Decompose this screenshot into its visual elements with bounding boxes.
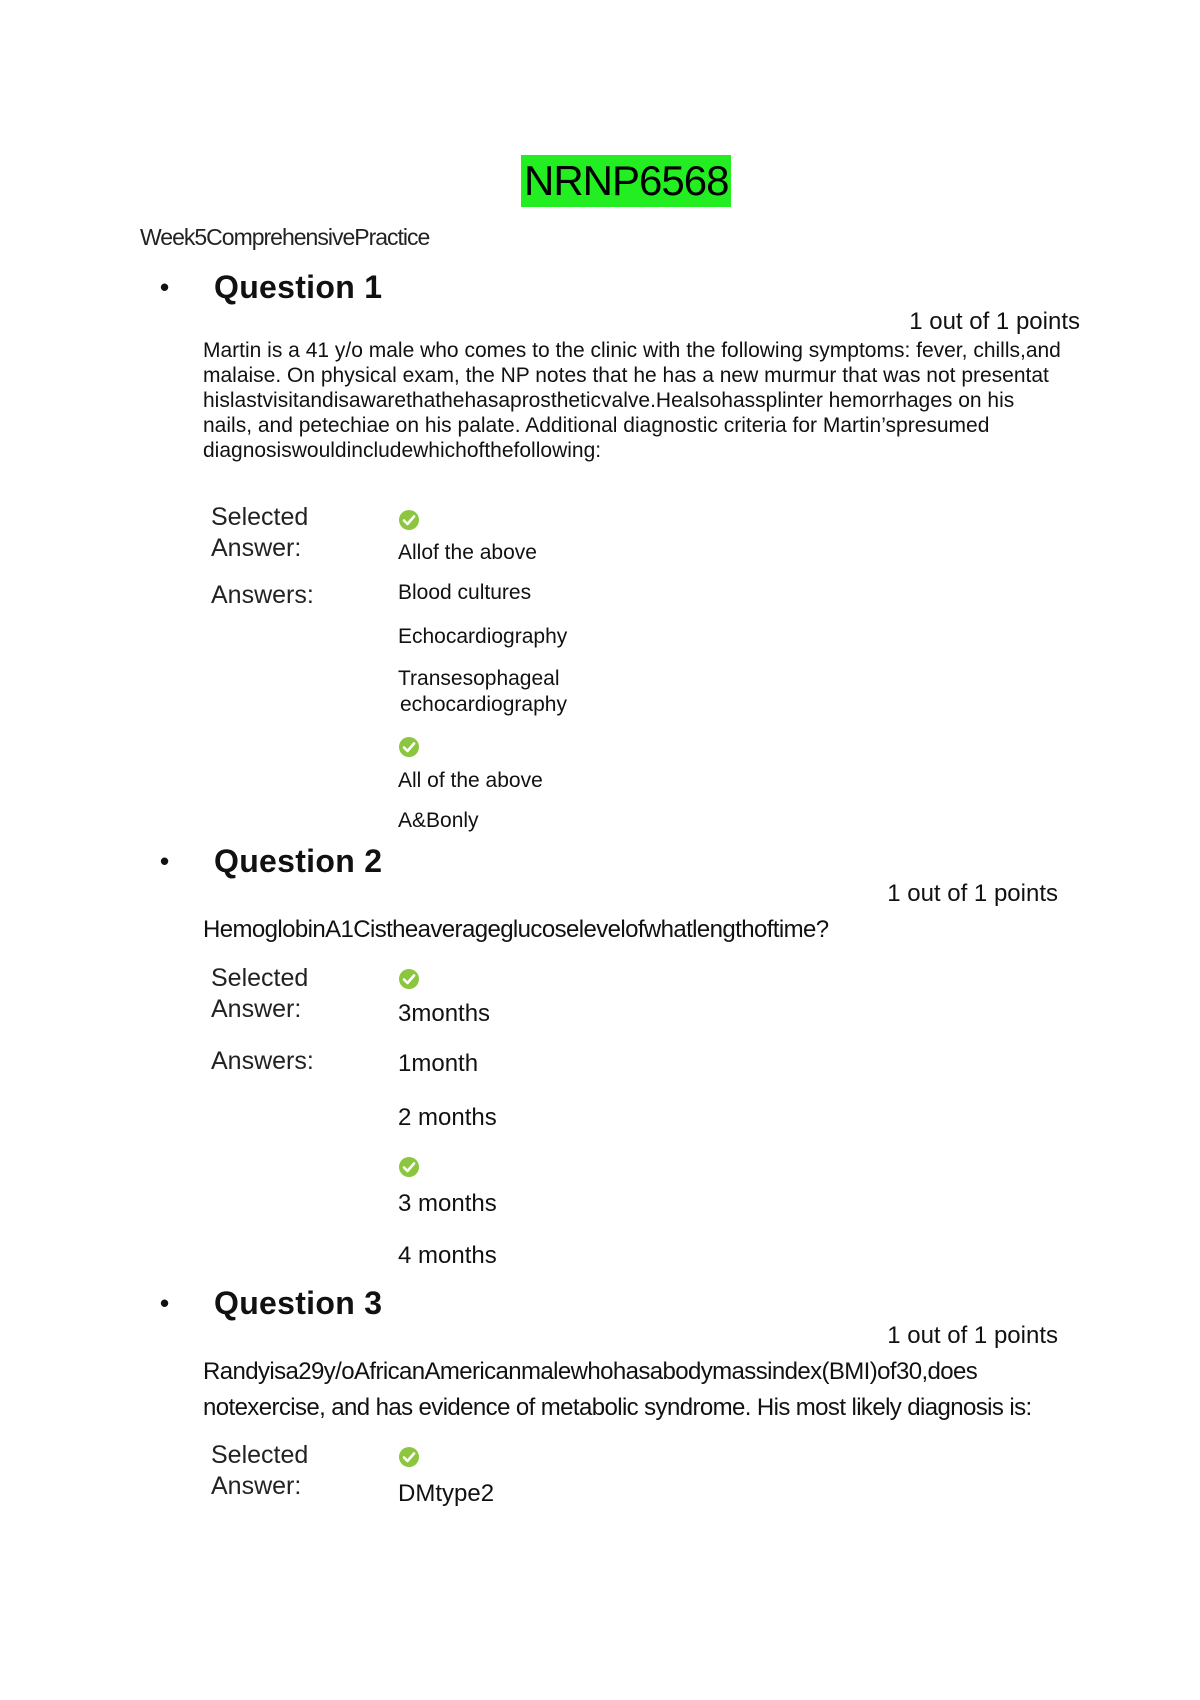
answer-option: 2 months: [398, 1104, 497, 1131]
selected-answer-value: DMtype2: [398, 1480, 495, 1507]
course-code-title: NRNP6568: [521, 155, 731, 207]
question-3-title: Question 3: [214, 1285, 383, 1321]
question-text-line: hislastvisitandisawarethathehasaprostheticvalve.Healsohassplinter hemorrhages on his: [203, 389, 1015, 412]
question-2-points: 1 out of 1 points: [887, 880, 1058, 907]
correct-check-icon: [398, 736, 420, 758]
answer-option: Blood cultures: [398, 581, 532, 604]
question-1-text: [203, 338, 1083, 463]
answer-option: Transesophageal: [398, 667, 560, 690]
label-line: Answer:: [211, 1472, 302, 1500]
answers-label: Answers:: [211, 1047, 314, 1075]
label-line: Selected: [211, 1441, 309, 1469]
answers-label: Answers:: [211, 581, 314, 609]
question-text-line: malaise. On physical exam, the NP notes that he has a new murmur that was not presentat: [203, 364, 1049, 387]
correct-check-icon: [398, 1446, 420, 1468]
question-text-line: diagnosiswouldincludewhichofthefollowing:: [203, 439, 602, 462]
page-subtitle: Week5ComprehensivePractice: [140, 224, 430, 250]
question-text-line: Martin is a 41 y/o male who comes to the clinic with the following symptoms: fever, chills,and: [203, 339, 1061, 362]
question-1-title: Question 1: [214, 269, 383, 305]
answer-option-correct: All of the above: [398, 769, 543, 792]
selected-answer-value: 3months: [398, 1000, 491, 1027]
selected-answer-label: [211, 502, 308, 564]
bullet-icon: •: [160, 1288, 170, 1318]
answer-option: 1month: [398, 1050, 479, 1077]
question-1-points: 1 out of 1 points: [909, 308, 1080, 335]
bullet-icon: •: [160, 846, 170, 876]
question-text-line: Randyisa29y/oAfricanAmericanmalewhohasabodymassindex(BMI)of30,does: [203, 1358, 978, 1385]
answer-option: A&Bonly: [398, 809, 479, 832]
label-line: Answer:: [211, 995, 302, 1023]
question-2-title: Question 2: [214, 843, 383, 879]
answer-option-correct: 3 months: [398, 1190, 497, 1217]
label-line: Answer:: [211, 534, 302, 562]
question-3-text: [203, 1354, 1103, 1426]
selected-answer-label: [211, 1440, 308, 1502]
selected-answer-label: [211, 963, 308, 1025]
selected-answer-value: Allof the above: [398, 541, 537, 564]
correct-check-icon: [398, 509, 420, 531]
question-text-line: notexercise, and has evidence of metabolic syndrome. His most likely diagnosis is:: [203, 1394, 1032, 1421]
label-line: Selected: [211, 503, 309, 531]
bullet-icon: •: [160, 272, 170, 302]
correct-check-icon: [398, 968, 420, 990]
answer-option-continued: echocardiography: [400, 693, 567, 716]
question-text-line: nails, and petechiae on his palate. Additional diagnostic criteria for Martin’spresumed: [203, 414, 990, 437]
answer-option: Echocardiography: [398, 625, 568, 648]
label-line: Selected: [211, 964, 309, 992]
question-3-points: 1 out of 1 points: [887, 1322, 1058, 1349]
answer-option: 4 months: [398, 1242, 497, 1269]
question-2-text: HemoglobinA1Cistheaverageglucoselevelofwhatlengthoftime?: [203, 916, 829, 943]
correct-check-icon: [398, 1156, 420, 1178]
